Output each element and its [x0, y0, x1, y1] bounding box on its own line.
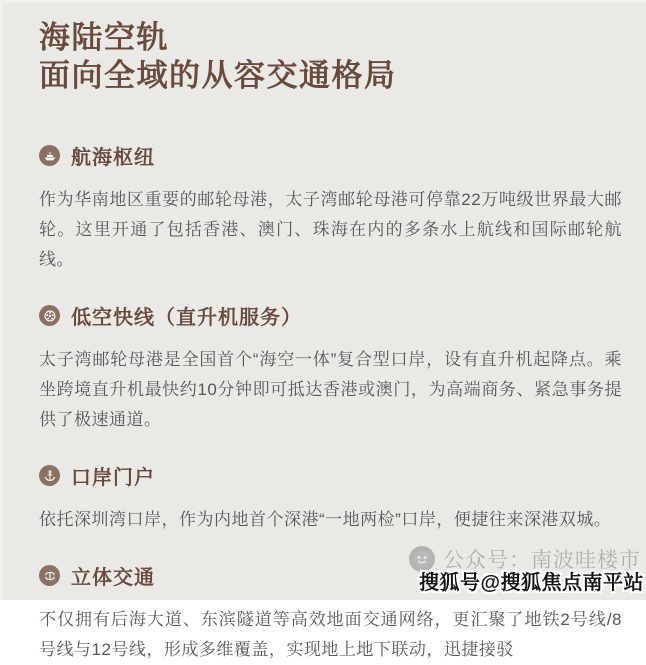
page-title-line2: 面向全域的从容交通格局 — [39, 58, 397, 93]
page-title — [39, 19, 622, 95]
section-header — [39, 561, 622, 590]
section-heading: 立体交通 — [71, 567, 155, 589]
section-maritime-hub — [39, 141, 622, 275]
section-heading: 低空快线（直升机服务） — [71, 307, 302, 329]
metro-icon — [39, 565, 60, 586]
section-header — [39, 141, 622, 170]
section-heading: 口岸门户 — [71, 467, 155, 489]
helicopter-rotor-icon — [39, 305, 60, 326]
section-header — [39, 461, 622, 490]
section-heading: 航海枢纽 — [71, 147, 155, 169]
section-helicopter-line — [39, 301, 622, 435]
section-header — [39, 301, 622, 330]
section-port-gateway — [39, 461, 622, 535]
anchor-icon — [39, 465, 60, 486]
section-multilevel-transport — [39, 561, 622, 665]
ship-icon — [39, 145, 60, 166]
section-body: 太子湾邮轮母港是全国首个“海空一体”复合型口岸，设有直升机起降点。乘坐跨境直升机最快约10分钟即可抵达香港或澳门，为高端商务、紧急事务提供了极速通道。 — [39, 350, 622, 429]
watermark-wechat-label: 公众号：南波哇楼市 — [443, 549, 641, 572]
section-body: 不仅拥有后海大道、东滨隧道等高效地面交通网络，更汇聚了地铁2号线/8号线与12号线，形成多维覆盖，实现地上地下联动，迅捷接驳 — [39, 610, 622, 659]
section-body: 作为华南地区重要的邮轮母港，太子湾邮轮母港可停靠22万吨级世界最大邮轮。这里开通了包括香港、澳门、珠海在内的多条水上航线和国际邮轮航线。 — [39, 190, 622, 269]
watermark-sohu: 搜狐号@搜狐焦点南平站 — [418, 572, 644, 594]
page-title-line1: 海陆空轨 — [39, 20, 169, 55]
section-body: 依托深圳湾口岸，作为内地首个深港“一地两检”口岸，便捷往来深港双城。 — [39, 510, 612, 529]
